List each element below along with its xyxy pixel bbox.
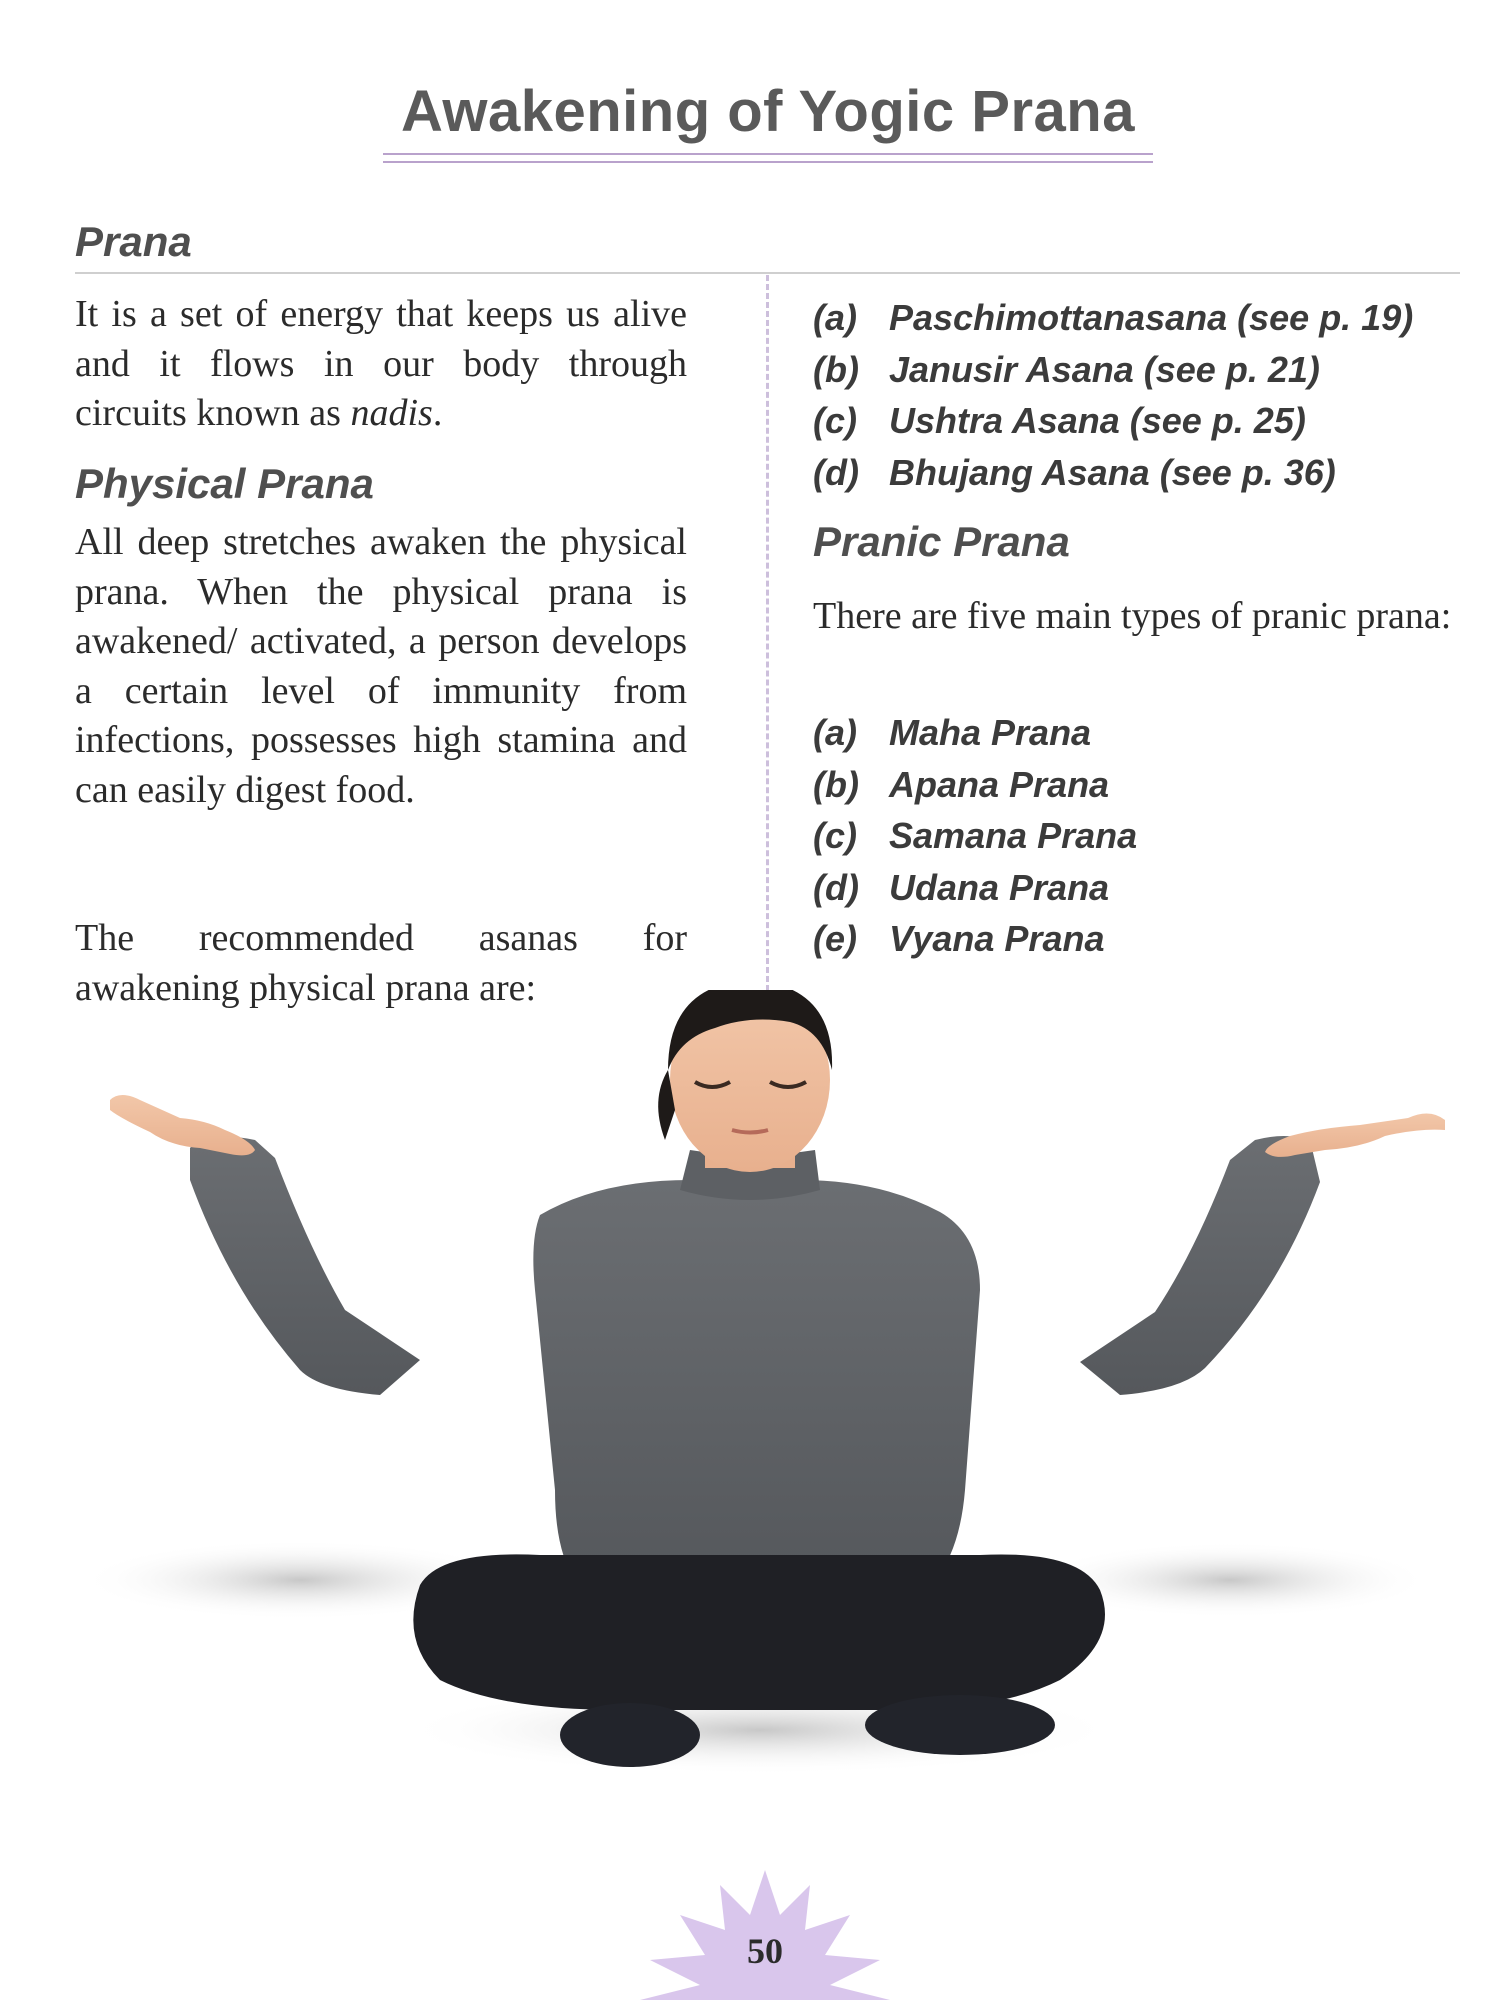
pranic-intro: There are five main types of pranic prana: [813, 595, 1452, 637]
list-item-text: Udana Prana [889, 866, 1110, 908]
page-number: 50 [747, 1931, 783, 1971]
left-hand [110, 1095, 255, 1155]
list-marker: (a) [813, 297, 857, 338]
seated-yoga-pose-photo [0, 990, 1500, 1870]
heading-physical-prana: Physical Prana [75, 460, 374, 507]
list-marker: (b) [813, 763, 859, 805]
torso [533, 1180, 980, 1580]
list-item [813, 447, 1413, 499]
heading-prana: Prana [75, 218, 192, 265]
page-title: Awakening of Yogic Prana [401, 79, 1135, 144]
physical-prana-paragraph: All deep stretches awaken the physical prana. When the physical prana is awakened/ activated, a person develops a certain level of immunity from infections, possesses high stamina and can easily digest food. [75, 521, 687, 811]
heading-pranic-prana: Pranic Prana [813, 518, 1070, 565]
title-underline-secondary [383, 161, 1153, 163]
prana-text-end: . [432, 392, 443, 434]
list-marker: (c) [813, 400, 857, 441]
list-item-text: Paschimottanasana (see p. 19) [889, 297, 1414, 338]
asana-list [813, 292, 1413, 498]
list-item [813, 862, 1137, 914]
section-rule [75, 272, 1460, 274]
list-item [813, 707, 1137, 759]
list-marker: (e) [813, 918, 857, 959]
title-underline [383, 153, 1153, 155]
list-marker: (d) [813, 866, 859, 908]
list-item-text: Bhujang Asana (see p. 36) [889, 451, 1336, 493]
list-marker: (b) [813, 348, 859, 390]
list-item-text: Apana Prana [889, 763, 1110, 805]
right-arm [1080, 1136, 1320, 1395]
left-foot [560, 1703, 700, 1767]
list-item-text: Maha Prana [889, 712, 1092, 753]
prana-paragraph [75, 290, 687, 439]
nadis-term: nadis [350, 392, 433, 434]
right-hand [1265, 1113, 1445, 1156]
right-foot [865, 1695, 1055, 1755]
list-item [813, 292, 1413, 344]
list-item-text: Vyana Prana [889, 918, 1105, 959]
list-item-text: Samana Prana [889, 815, 1138, 856]
left-arm [190, 1136, 420, 1395]
pranic-list [813, 707, 1137, 965]
list-item-text: Ushtra Asana (see p. 25) [889, 400, 1306, 441]
crossed-legs [413, 1554, 1105, 1710]
list-item [813, 395, 1413, 447]
list-marker: (d) [813, 451, 859, 493]
recommended-asanas-paragraph: The recommended asanas for awakening physical prana are: [75, 917, 687, 1009]
prana-text: It is a set of energy that keeps us alive and it flows in our body through circuits known as [75, 293, 687, 434]
list-item [813, 344, 1413, 396]
list-item-text: Janusir Asana (see p. 21) [889, 348, 1320, 390]
list-item [813, 759, 1137, 811]
list-item [813, 810, 1137, 862]
list-marker: (c) [813, 815, 857, 856]
list-marker: (a) [813, 712, 857, 753]
column-divider [766, 275, 769, 1000]
list-item [813, 913, 1137, 965]
